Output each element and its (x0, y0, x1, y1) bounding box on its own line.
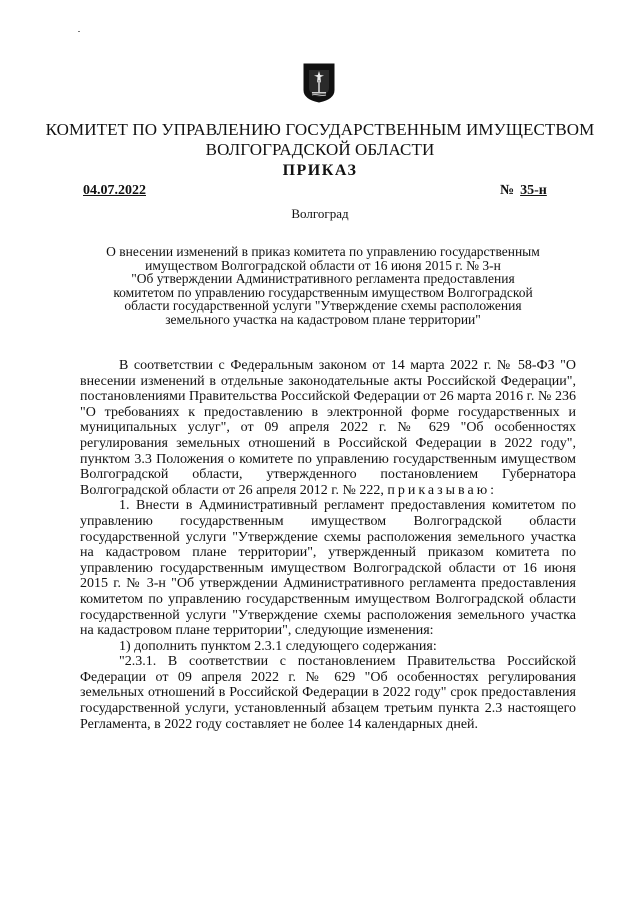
order-word: приказываю: (387, 482, 498, 498)
item-1-1-text-paragraph: "2.3.1. В соответствии с постановлением Правительства Российской Федерации от 09 апреля 2022 г. № 629 "Об особенностях регулирования земельных отношений в Российской Федерации в 2022 году" срок предоставления государственной услуги, установленный абзацем третьим пункта 2.3 настоящего Регламента, в 2022 году составляет не более 14 календарных дней. (80, 654, 576, 732)
org-line-2: ВОЛГОГРАДСКОЙ ОБЛАСТИ (205, 140, 435, 159)
preamble-paragraph (80, 358, 576, 498)
item-1-paragraph: 1. Внести в Административный регламент предоставления комитетом по управлению государственным имуществом Волгоградской области государственной услуги "Утверждение схемы расположения земельного участка на кадастровом плане территории", утвержденный приказом комитета по управлению государственным имуществом Волгоградской области от 16 июня 2015 г. № 3-н "Об утверждении Административного регламента предоставления комитетом по управлению государственным имуществом Волгоградской области государственной услуги "Утверждение схемы расположения земельного участка на кадастровом плане территории", следующие изменения: (80, 498, 576, 639)
city: Волгоград (291, 206, 349, 221)
subject-line: "Об утверждении Административного регламента предоставления (131, 271, 515, 287)
scan-artifact (78, 31, 80, 32)
subject-line: области государственной услуги "Утверждение схемы расположения (124, 298, 522, 314)
document-number (500, 183, 551, 199)
document-subject (80, 245, 566, 327)
item-1-1-paragraph: 1) дополнить пунктом 2.3.1 следующего содержания: (119, 638, 437, 654)
subject-line: земельного участка на кадастровом плане территории" (165, 311, 481, 327)
document-date (83, 183, 152, 199)
organization-name (40, 120, 600, 160)
document-body (80, 358, 576, 732)
org-line-1: КОМИТЕТ ПО УПРАВЛЕНИЮ ГОСУДАРСТВЕННЫМ ИМУЩЕСТВОМ (45, 120, 595, 139)
subject-line: имуществом Волгоградской области от 16 июня 2015 г. № 3-н (145, 257, 501, 273)
document-type: ПРИКАЗ (282, 162, 358, 179)
preamble-text: В соответствии с Федеральным законом от 14 марта 2022 г. № 58-ФЗ "О внесении изменений в отдельные законодательные акты Российской Федерации", постановлениями Правительства Российской Федерации от 26 марта 2016 г. № 236 "О требованиях к предоставлению в электронной форме государственных и муниципальных услуг", от 09 апреля 2022 г. № 629 "Об особенностях регулирования земельных отношений в Российской Федерации в 2022 году", пунктом 3.3 Положения о комитете по управлению государственным имуществом Волгоградской области, утвержденного постановлением Губернатора Волгоградской области от 26 апреля 2012 г. № 222, (80, 358, 576, 498)
subject-line: О внесении изменений в приказ комитета по управлению государственным (106, 244, 540, 259)
coat-of-arms-icon (303, 63, 335, 103)
number-label: № (500, 183, 515, 198)
number-value: 35-н (520, 183, 547, 198)
subject-line: комитетом по управлению государственным имуществом Волгоградской (113, 284, 533, 300)
date-value: 04.07.2022 (83, 183, 146, 198)
